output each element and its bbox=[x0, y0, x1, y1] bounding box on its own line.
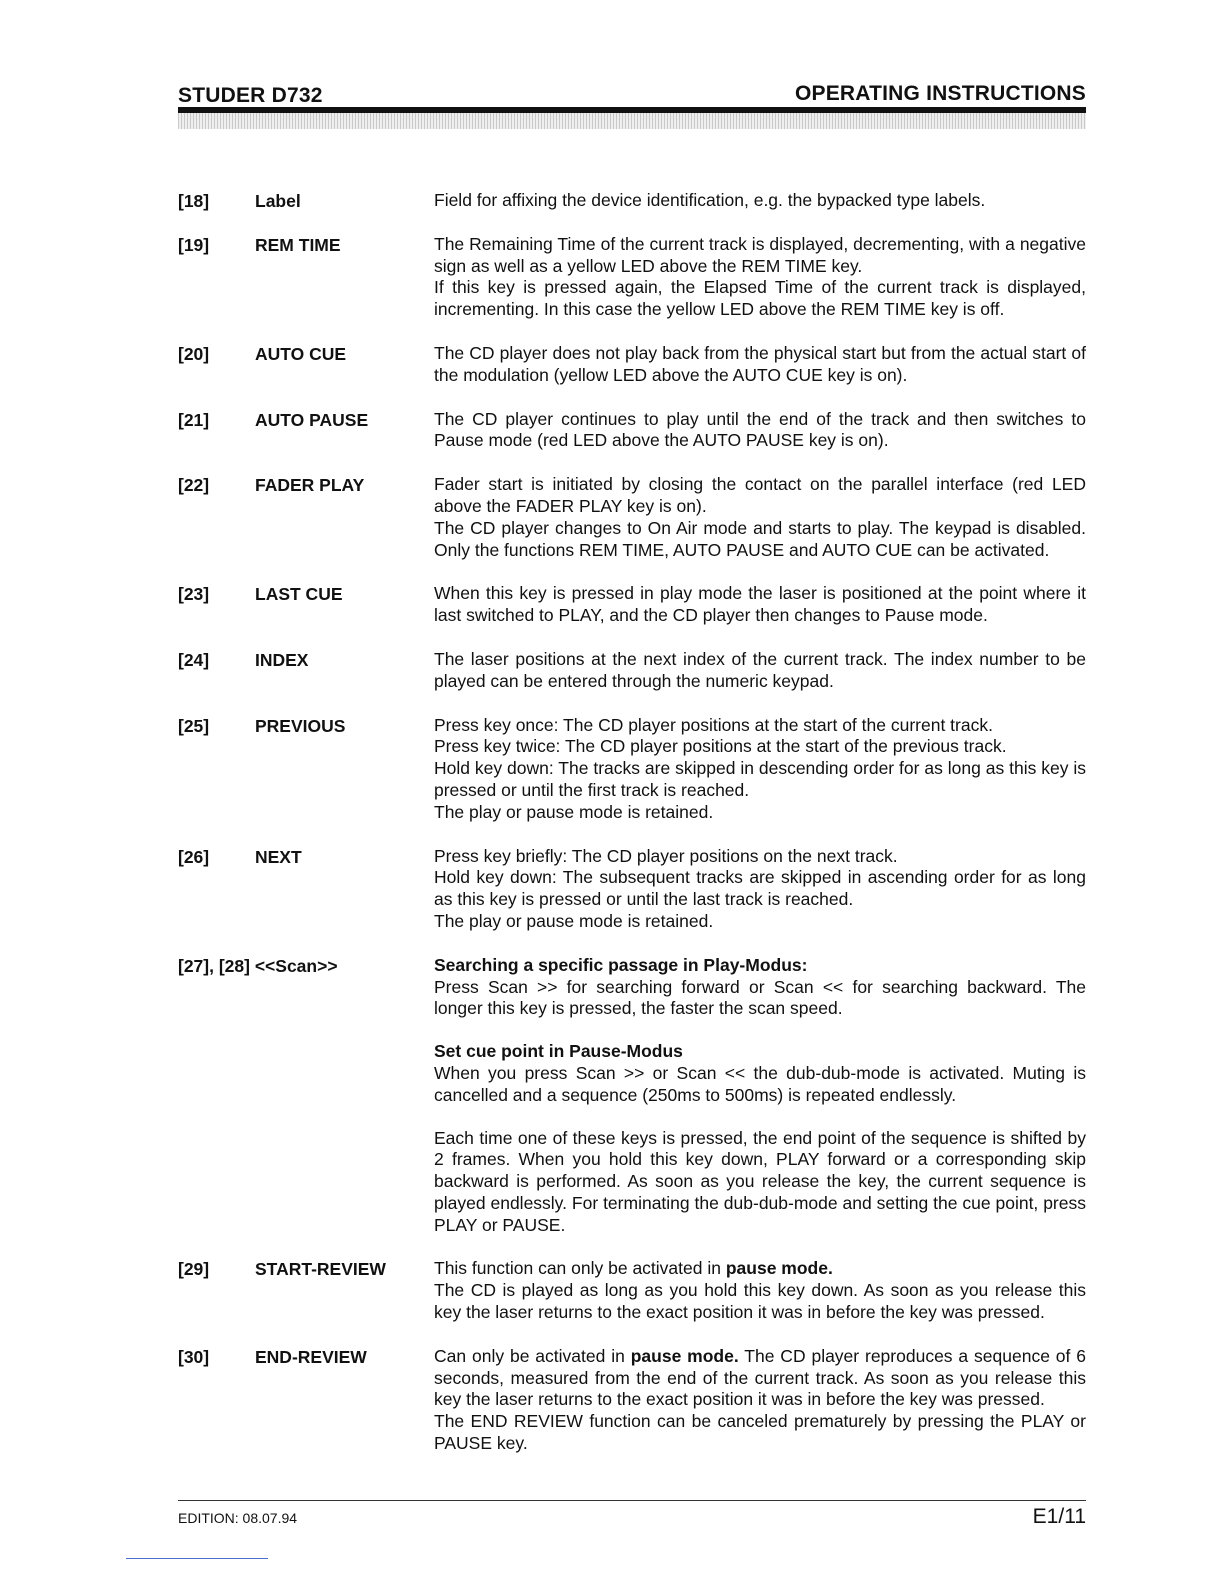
entry-number: [20] bbox=[178, 343, 210, 364]
entry-25 bbox=[178, 715, 1088, 824]
entry-24 bbox=[178, 649, 1088, 693]
entry-number: [19] bbox=[178, 234, 210, 255]
entry-number: [25] bbox=[178, 715, 210, 736]
entry-description bbox=[434, 343, 1086, 387]
entry-key-name: Label bbox=[255, 191, 301, 211]
description-paragraph: The CD is played as long as you hold this key down. As soon as you release this key the laser returns to the exact position it was in before the key was pressed. bbox=[434, 1280, 1086, 1323]
header-product-title: STUDER D732 bbox=[178, 84, 323, 107]
text-run: The CD player reproduces a sequence of 6 seconds, measured from the end of the current track. As soon as you release this key the laser returns to the exact position it was in before the key was pressed. bbox=[434, 1345, 1086, 1410]
header-shaded-band bbox=[178, 113, 1086, 129]
description-paragraph: Fader start is initiated by closing the contact on the parallel interface (red LED above the FADER PLAY key is on). bbox=[434, 474, 1086, 516]
entry-19 bbox=[178, 234, 1088, 321]
entry-description bbox=[434, 715, 1086, 824]
entry-number: [30] bbox=[178, 1346, 210, 1367]
entry-number: [26] bbox=[178, 846, 210, 867]
entry-description bbox=[434, 583, 1086, 627]
subheading-pause-mode: Set cue point in Pause-Modus bbox=[434, 1041, 683, 1062]
page-header bbox=[178, 80, 1086, 130]
description-paragraph: The CD player changes to On Air mode and starts to play. The keypad is disabled. Only the functions REM TIME, AUTO PAUSE and AUTO CUE can be activated. bbox=[434, 517, 1086, 560]
text-run: Can only be activated in bbox=[434, 1345, 631, 1366]
edition-date: EDITION: 08.07.94 bbox=[178, 1510, 298, 1526]
description-paragraph: Each time one of these keys is pressed, the end point of the sequence is shifted by 2 frames. When you hold this key down, PLAY forward or a corresponding skip backward is performed. As soon as you release the key, the current sequence is played endlessly. For terminating the dub-dub-mode and setting the cue point, press PLAY or PAUSE. bbox=[434, 1127, 1086, 1235]
description-paragraph: The laser positions at the next index of the current track. The index number to be played can be entered through the numeric keypad. bbox=[434, 648, 1086, 691]
page-number: E1/11 bbox=[1032, 1505, 1086, 1528]
entry-key-name: AUTO CUE bbox=[255, 343, 347, 364]
description-paragraph: Press key briefly: The CD player positions on the next track. bbox=[434, 845, 898, 866]
entry-key-name: INDEX bbox=[255, 649, 309, 670]
description-paragraph: The play or pause mode is retained. bbox=[434, 910, 714, 931]
description-paragraph: The play or pause mode is retained. bbox=[434, 801, 714, 822]
description-paragraph: Press key once: The CD player positions at the start of the current track. bbox=[434, 714, 993, 735]
description-paragraph: Press Scan >> for searching forward or Scan << for searching backward. The longer this key is pressed, the faster the scan speed. bbox=[434, 976, 1086, 1019]
entry-number: [18] bbox=[178, 191, 210, 211]
emphasis: pause mode. bbox=[725, 1258, 833, 1279]
description-paragraph: The END REVIEW function can be canceled prematurely by pressing the PLAY or PAUSE key. bbox=[434, 1411, 1086, 1454]
entry-18 bbox=[178, 190, 1088, 212]
entry-key-name: START-REVIEW bbox=[255, 1259, 386, 1280]
description-paragraph: When this key is pressed in play mode the laser is positioned at the point where it last switched to PLAY, and the CD player then changes to Pause mode. bbox=[434, 583, 1086, 626]
page-footer bbox=[178, 1500, 1086, 1540]
entry-number: [21] bbox=[178, 409, 210, 430]
description-paragraph bbox=[434, 1346, 1086, 1411]
entry-27-28-scan bbox=[178, 955, 1088, 1237]
entry-description bbox=[434, 1346, 1086, 1455]
entry-number: [22] bbox=[178, 475, 210, 496]
entry-23 bbox=[178, 583, 1088, 627]
entry-20 bbox=[178, 343, 1088, 387]
entry-key-name: FADER PLAY bbox=[255, 475, 365, 496]
entry-key-name: REM TIME bbox=[255, 234, 341, 255]
description-paragraph: The Remaining Time of the current track is displayed, decrementing, with a negative sign as well as a yellow LED above the REM TIME key. bbox=[434, 233, 1086, 276]
bottom-link-underline bbox=[126, 1558, 268, 1559]
description-paragraph: Press key twice: The CD player positions at the start of the previous track. bbox=[434, 736, 1007, 757]
entry-key-name: PREVIOUS bbox=[255, 715, 346, 736]
entry-key-name: END-REVIEW bbox=[255, 1346, 367, 1367]
header-section-title: OPERATING INSTRUCTIONS bbox=[794, 82, 1086, 105]
description-paragraph: Hold key down: The tracks are skipped in descending order for as long as this key is pressed or until the first track is reached. bbox=[434, 758, 1086, 800]
text-run: This function can only be activated in bbox=[434, 1258, 726, 1279]
entry-29 bbox=[178, 1258, 1088, 1323]
description-paragraph: The CD player does not play back from the physical start but from the actual start of the modulation (yellow LED above the AUTO CUE key is on). bbox=[434, 342, 1086, 385]
entry-description bbox=[434, 846, 1086, 933]
entry-key-name: LAST CUE bbox=[255, 584, 343, 605]
subheading-play-mode: Searching a specific passage in Play-Modus: bbox=[434, 954, 808, 975]
entry-21 bbox=[178, 409, 1088, 453]
description-paragraph: Hold key down: The subsequent tracks are skipped in ascending order for as long as this key is pressed or until the last track is reached. bbox=[434, 867, 1086, 910]
entry-22 bbox=[178, 474, 1088, 561]
entry-number: [29] bbox=[178, 1259, 210, 1280]
entry-number: [27], [28] <<Scan>> bbox=[178, 955, 338, 976]
entry-26 bbox=[178, 846, 1088, 933]
entry-description bbox=[434, 474, 1086, 561]
entry-description bbox=[434, 234, 1086, 321]
description-paragraph: If this key is pressed again, the Elapsed Time of the current track is displayed, incrementing. In this case the yellow LED above the REM TIME key is off. bbox=[434, 277, 1086, 320]
description-paragraph bbox=[434, 1258, 1086, 1280]
description-paragraph: The CD player continues to play until the end of the track and then switches to Pause mode (red LED above the AUTO PAUSE key is on). bbox=[434, 408, 1086, 451]
description-paragraph: Field for affixing the device identification, e.g. the bypacked type labels. bbox=[434, 190, 986, 210]
entry-description bbox=[434, 649, 1086, 693]
emphasis: pause mode. bbox=[630, 1345, 739, 1366]
entry-description bbox=[434, 190, 1086, 212]
description-paragraph: When you press Scan >> or Scan << the dub-dub-mode is activated. Muting is cancelled and a sequence (250ms to 500ms) is repeated endlessly. bbox=[434, 1062, 1086, 1105]
entry-description bbox=[434, 955, 1086, 1237]
entry-number: [23] bbox=[178, 584, 210, 605]
entry-30 bbox=[178, 1346, 1088, 1455]
footer-rule bbox=[178, 1500, 1086, 1501]
entry-number: [24] bbox=[178, 649, 210, 670]
key-descriptions bbox=[178, 190, 1088, 1455]
entry-description bbox=[434, 409, 1086, 453]
entry-key-name: NEXT bbox=[255, 846, 302, 867]
entry-description bbox=[434, 1258, 1086, 1323]
entry-key-name: AUTO PAUSE bbox=[255, 409, 369, 430]
